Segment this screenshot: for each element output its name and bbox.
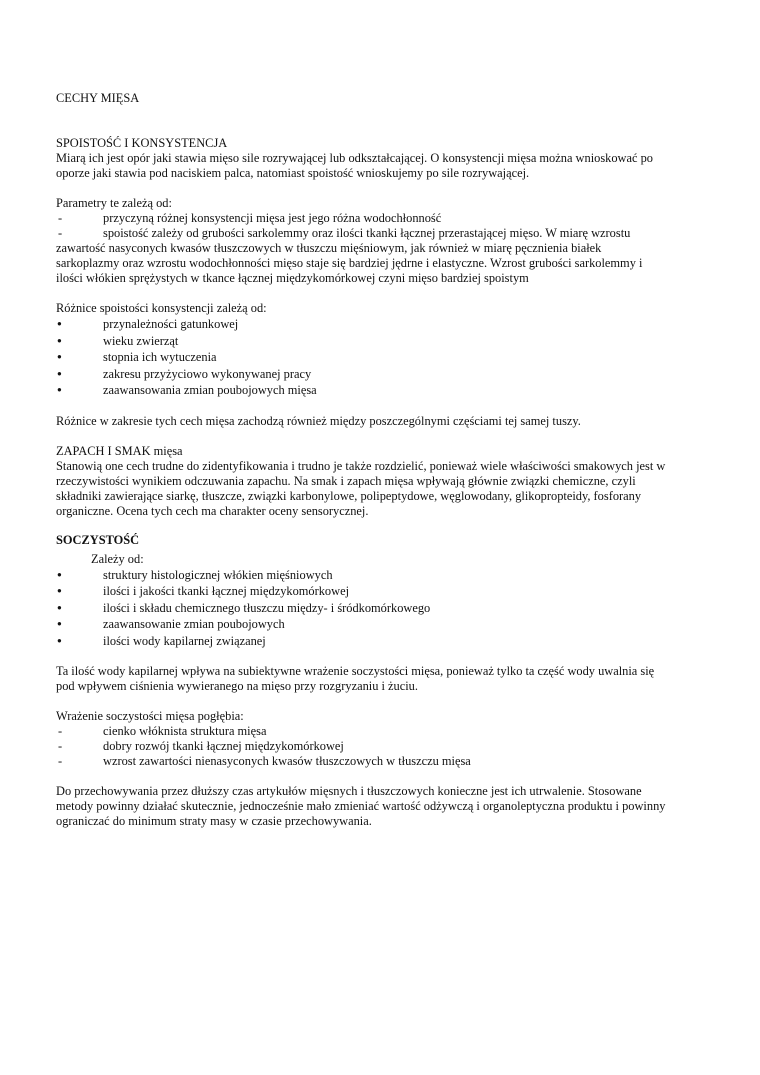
list-item: ● ilości i składu chemicznego tłuszczu między- i śródkomórkowego <box>56 600 666 617</box>
section-heading-juiciness: SOCZYSTOŚĆ <box>56 532 140 547</box>
list-item: ● zakresu przyżyciowo wykonywanej pracy <box>56 366 666 383</box>
document-title: CECHY MIĘSA <box>56 91 140 105</box>
deepen-list <box>56 724 666 769</box>
list-item: - cienko włóknista struktura mięsa <box>56 724 666 739</box>
depends-intro: Zależy od: <box>91 551 144 566</box>
deepen-intro: Wrażenie soczystości mięsa pogłębia: <box>56 709 244 723</box>
params-intro: Parametry te zależą od: <box>56 196 172 210</box>
section-heading-consistency: SPOISTOŚĆ I KONSYSTENCJA <box>56 136 228 150</box>
depends-list <box>56 567 666 650</box>
list-item: ● ilości wody kapilarnej związanej <box>56 633 666 650</box>
consistency-closing: Różnice w zakresie tych cech mięsa zachodzą również między poszczególnymi częściami tej samej tuszy. <box>56 413 581 428</box>
list-item: - przyczyną różnej konsystencji mięsa jest jego różna wodochłonność <box>56 211 666 226</box>
list-item: ● stopnia ich wytuczenia <box>56 349 666 366</box>
consistency-paragraph: Miarą ich jest opór jaki stawia mięso sile rozrywającej lub odkształcającej. O konsystencji mięsa można wnioskować po oporze jaki stawia pod naciskiem palca, natomiast spoistość wnioskujemy po sile rozrywającej. <box>56 151 653 180</box>
list-item: ● struktury histologicznej włókien mięśniowych <box>56 567 666 584</box>
list-item: ● zaawansowania zmian poubojowych mięsa <box>56 382 666 399</box>
section-heading-smell-taste: ZAPACH I SMAK mięsa <box>56 443 183 458</box>
storage-paragraph: Do przechowywania przez dłuższy czas artykułów mięsnych i tłuszczowych konieczne jest ich utrwalenie. Stosowane metody powinny działać skutecznie, jednocześnie mało zmieniać wartość odżywczą i organoleptyczna produktu i powinny ograniczać do minimum straty masy w czasie przechowywania. <box>56 784 666 828</box>
params-list <box>56 211 666 286</box>
list-item: ● wieku zwierząt <box>56 333 666 350</box>
document-body <box>56 91 666 829</box>
differences-intro: Różnice spoistości konsystencji zależą od: <box>56 301 267 315</box>
list-item: - dobry rozwój tkanki łącznej międzykomórkowej <box>56 739 666 754</box>
list-item: - wzrost zawartości nienasyconych kwasów tłuszczowych w tłuszczu mięsa <box>56 754 666 769</box>
list-item: - spoistość zależy od grubości sarkolemmy oraz ilości tkanki łącznej przerastającej mięso. W miarę wzrostu zawartość nasyconych kwasów tłuszczowych w tłuszczu mięśniowym, jak również w miarę pęcznienia białek sarkoplazmy oraz wzrostu wodochłonności mięso staje się bardziej jędrne i elastyczne. Wzrost grubości sarkolemmy i ilości włókien sprężystych w tkance łącznej międzykomórkowej czyni mięso bardziej spoistym <box>56 226 666 286</box>
differences-list <box>56 316 666 399</box>
juiciness-paragraph: Ta ilość wody kapilarnej wpływa na subiektywne wrażenie soczystości mięsa, ponieważ tylko ta część wody uwalnia się pod wpływem ciśnienia wywieranego na mięso przy rozgryzaniu i żuciu. <box>56 664 655 693</box>
list-item: ● zaawansowanie zmian poubojowych <box>56 616 666 633</box>
smell-taste-paragraph: Stanowią one cech trudne do zidentyfikowania i trudno je także rozdzielić, ponieważ wiele właściwości smakowych jest w rzeczywistości wynikiem odczuwania zapachu. Na smak i zapach mięsa wpływają głównie związki chemiczne, czyli składniki zawierające siarkę, tłuszcze, związki karbonylowe, polipeptydowe, węglowodany, glikopropteidy, fosforany organiczne. Ocena tych cech ma charakter oceny sensorycznej. <box>56 458 666 518</box>
list-item: ● ilości i jakości tkanki łącznej międzykomórkowej <box>56 583 666 600</box>
list-item: ● przynależności gatunkowej <box>56 316 666 333</box>
